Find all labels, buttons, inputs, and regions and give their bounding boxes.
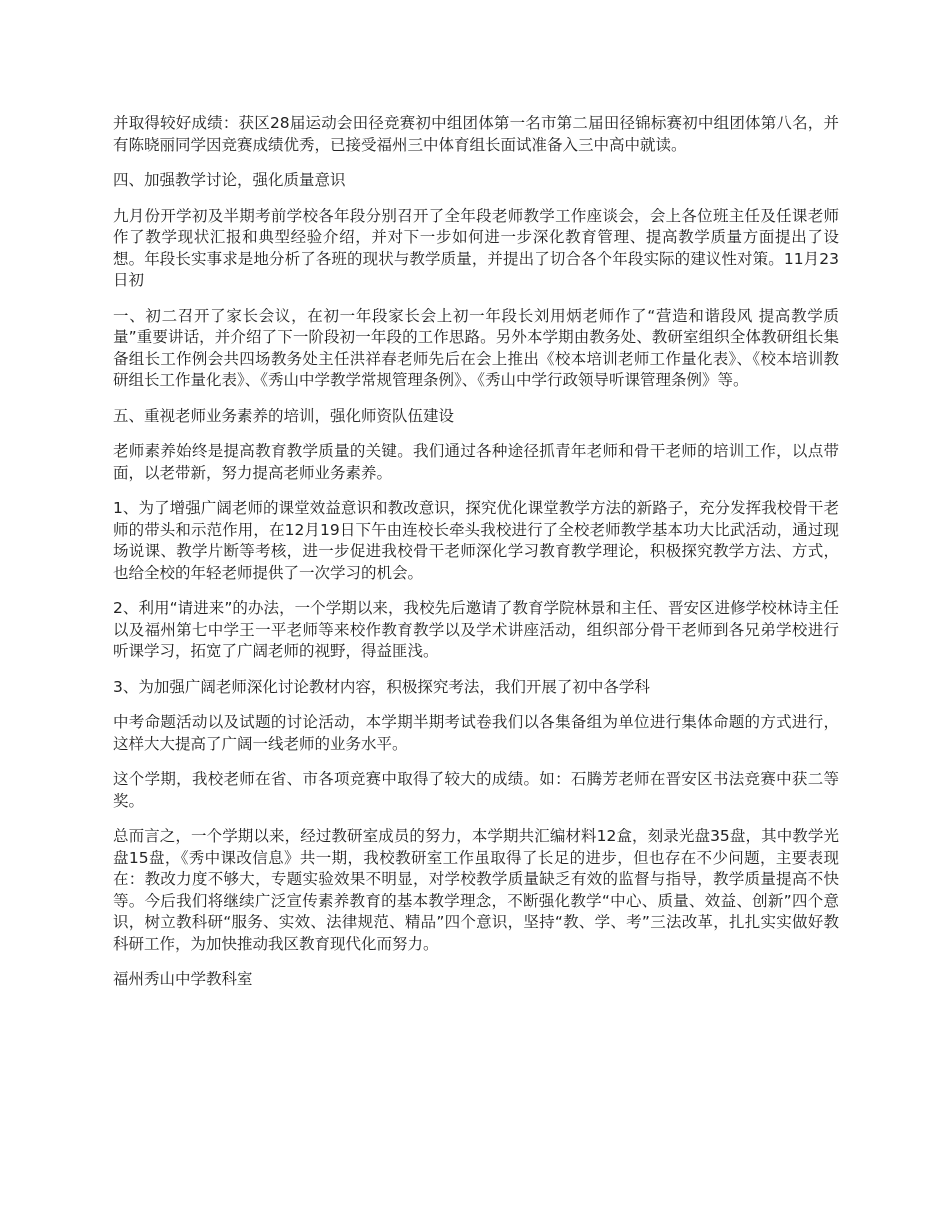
paragraph-parent-meeting: 一、初二召开了家长会议，在初一年段家长会上初一年段长刘用炳老师作了“营造和谐段风 提高教学质量”重要讲话，并介绍了下一阶段初一年段的工作思路。另外本学期由教务处、教研室组织全体教研组长集备组长工作例会共四场教务处主任洪祥春老师先后在会上推出《校本培训老师工作量化表》、《校本培训教研组长工作量化表》、《秀山中学教学常规管理条例》、《秀山中学行政领导听课管理条例》等。 xyxy=(113,306,839,389)
paragraph-results-continuation: 并取得较好成绩：获区28届运动会田径竞赛初中组团体第一名市第二届田径锦标赛初中组团体第八名，并有陈晓丽同学因竞赛成绩优秀，已接受福州三中体育组长面试准备入三中高中就读。 xyxy=(113,114,839,154)
section-heading-5: 五、重视老师业务素养的培训，强化师资队伍建设 xyxy=(113,406,455,425)
document-page xyxy=(113,113,839,1005)
paragraph-item-1: 1、为了增强广阔老师的课堂效益意识和教改意识，探究优化课堂教学方法的新路子，充分发挥我校骨干老师的带头和示范作用，在12月19日下午由连校长牵头我校进行了全校老师教学基本功大比武活动，通过现场说课、教学片断等考核，进一步促进我校骨干老师深化学习教育教学理论，积极探究教学方法、方式，也给全校的年轻老师提供了一次学习的机会。 xyxy=(113,499,839,582)
paragraph-item-3: 3、为加强广阔老师深化讨论教材内容，积极探究考法，我们开展了初中各学科 xyxy=(113,677,650,696)
paragraph-item-2: 2、利用“请进来”的办法，一个学期以来，我校先后邀请了教育学院林景和主任、晋安区进修学校林诗主任以及福州第七中学王一平老师等来校作教育教学以及学术讲座活动，组织部分骨干老师到各兄弟学校进行听课学习，拓宽了广阔老师的视野，得益匪浅。 xyxy=(113,599,839,660)
signature-line: 福州秀山中学教科室 xyxy=(113,970,253,988)
paragraph-exam-activity: 中考命题活动以及试题的讨论活动，本学期半期考试卷我们以各集备组为单位进行集体命题的方式进行，这样大大提高了广阔一线老师的业务水平。 xyxy=(113,713,839,753)
paragraph-summary: 总而言之，一个学期以来，经过教研室成员的努力，本学期共汇编材料12盒，刻录光盘35盘，其中教学光盘15盘，《秀中课改信息》共一期，我校教研室工作虽取得了长足的进步，但也存在不少问题，主要表现在：教改力度不够大，专题实验效果不明显，对学校教学质量缺乏有效的监督与指导，教学质量提高不快等。今后我们将继续广泛宣传素养教育的基本教学理念，不断强化教学“中心、质量、效益、创新”四个意识，树立教科研“服务、实效、法律规范、精品”四个意识，坚持“教、学、考”三法改革，扎扎实实做好教科研工作，为加快推动我区教育现代化而努力。 xyxy=(113,827,839,953)
paragraph-teacher-quality: 老师素养始终是提高教育教学质量的关键。我们通过各种途径抓青年老师和骨干老师的培训工作，以点带面，以老带新，努力提高老师业务素养。 xyxy=(113,442,839,482)
paragraph-competition: 这个学期，我校老师在省、市各项竞赛中取得了较大的成绩。如：石腾芳老师在晋安区书法竞赛中获二等奖。 xyxy=(113,770,839,810)
section-heading-4: 四、加强教学讨论，强化质量意识 xyxy=(113,171,346,189)
paragraph-teaching-discussion: 九月份开学初及半期考前学校各年段分别召开了全年段老师教学工作座谈会，会上各位班主任及任课老师作了教学现状汇报和典型经验介绍，并对下一步如何进一步深化教育管理、提高教学质量方面提出了设想。年段长实事求是地分析了各班的现状与教学质量，并提出了切合各个年段实际的建议性对策。11月23日初 xyxy=(113,206,839,289)
